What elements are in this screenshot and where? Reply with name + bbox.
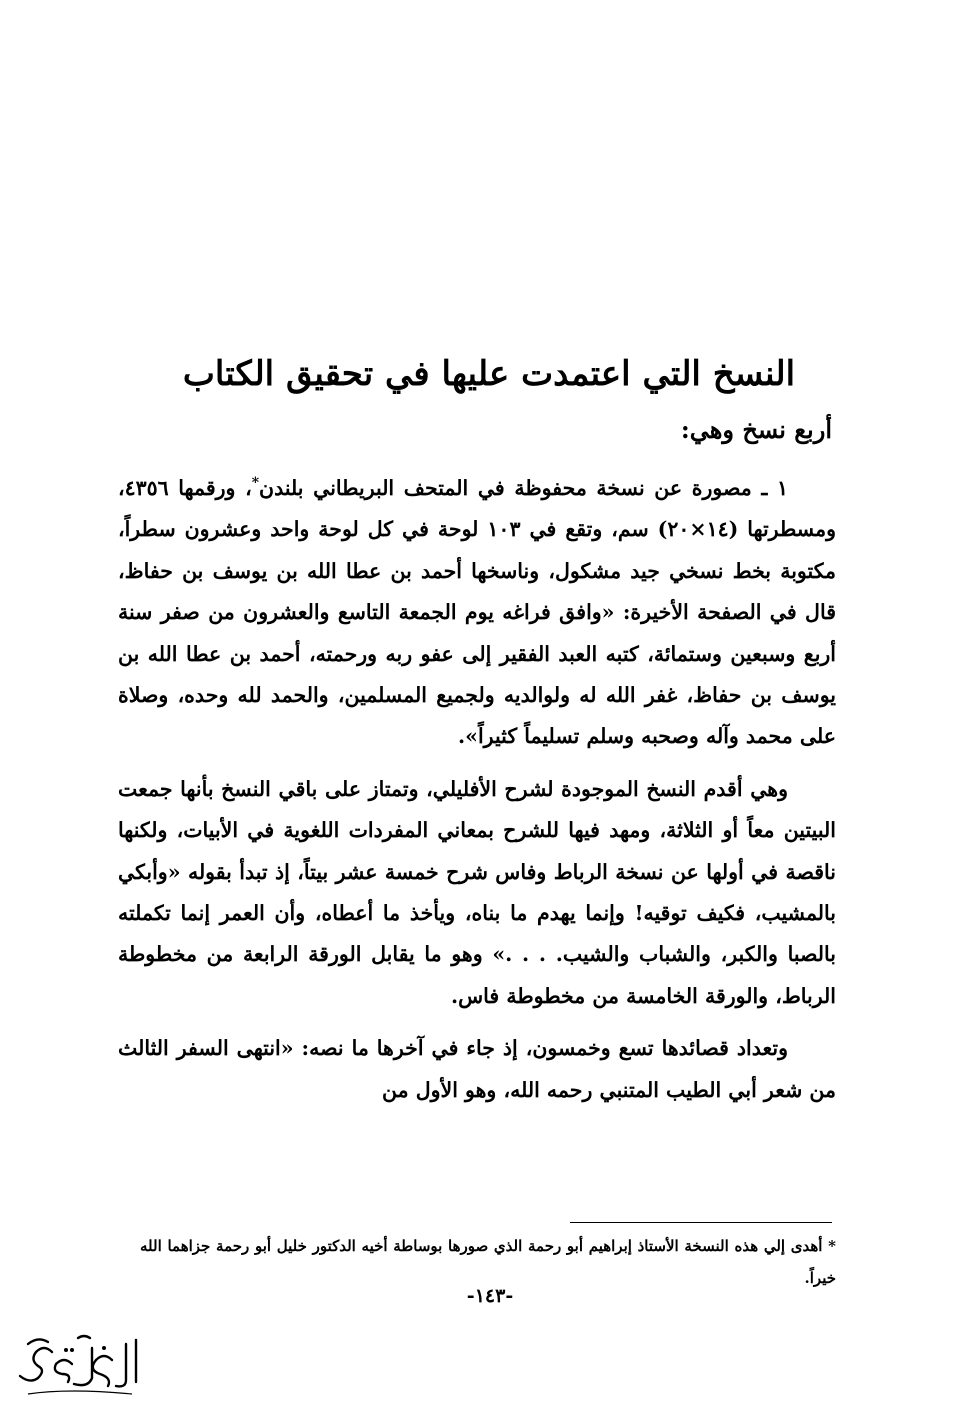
paragraph-text: ١ ـ مصورة عن نسخة محفوظة في المتحف البريطاني بلندن (259, 476, 788, 500)
chapter-title: النسخ التي اعتمدت عليها في تحقيق الكتاب (182, 353, 796, 394)
paragraph-description: وهي أقدم النسخ الموجودة لشرح الأفليلي، وتمتاز على باقي النسخ بأنها جمعت البيتين معاً أو الثلاثة، ومهد فيها للشرح بمعاني المفردات اللغوية في الأبيات، ولكنها ناقصة في أولها عن نسخة الرباط وفاس شرح خمسة عشر بيتاً، إذ تبدأ بقوله «وأبكي بالمشيب، فكيف توقيه! وإنما يهدم ما بناه، ويأخذ ما أعطاه، وأن العمر إنما تكملته بالصبا والكبر، والشباب والشيب. . . .» وهو ما يقابل الورقة الرابعة من مخطوطة الرباط، والورقة الخامسة من مخطوطة فاس. (118, 776, 836, 1008)
footnote: * أهدى إلي هذه النسخة الأستاذ إبراهيم أبو رحمة الذي صورها بوساطة أخيه الدكتور خليل أبو رحمة جزاهما الله خيراً. (140, 1237, 836, 1287)
paragraph-poem-count: وتعداد قصائدها تسع وخمسون، إذ جاء في آخرها ما نصه: «انتهى السفر الثالث من شعر أبي الطيب المتنبي رحمه الله، وهو الأول من (118, 1036, 836, 1102)
page-number: -١٤٣- (466, 1285, 514, 1307)
footnote-divider (570, 1222, 832, 1223)
chapter-intro: أربع نسخ وهي: (680, 415, 832, 444)
paragraph-text: ، ورقمها ٤٣٥٦، ومسطرتها (١٤×٢٠) سم، وتقع في ١٠٣ لوحة في كل لوحة واحد وعشرون سطراً، مكتوبة بخط نسخي جيد مشكول، وناسخها أحمد بن عطا الله بن يوسف بن حفاظ، قال في الصفحة الأخيرة: «وافق فراغه يوم الجمعة التاسع والعشرون من صفر سنة أربع وسبعين وستمائة، كتبه العبد الفقير إلى عفو ربه ورحمته، أحمد بن عطا الله بن يوسف بن حفاظ، غفر الله له ولوالديه ولجميع المسلمين، والحمد لله وحده، وصلاة على محمد وآله وصحبه وسلم تسليماً كثيراً». (118, 476, 836, 749)
footnote-marker: * (251, 475, 260, 492)
library-seal-logo (8, 1330, 148, 1400)
body-text (118, 468, 836, 1122)
paragraph-first-manuscript (118, 468, 836, 758)
